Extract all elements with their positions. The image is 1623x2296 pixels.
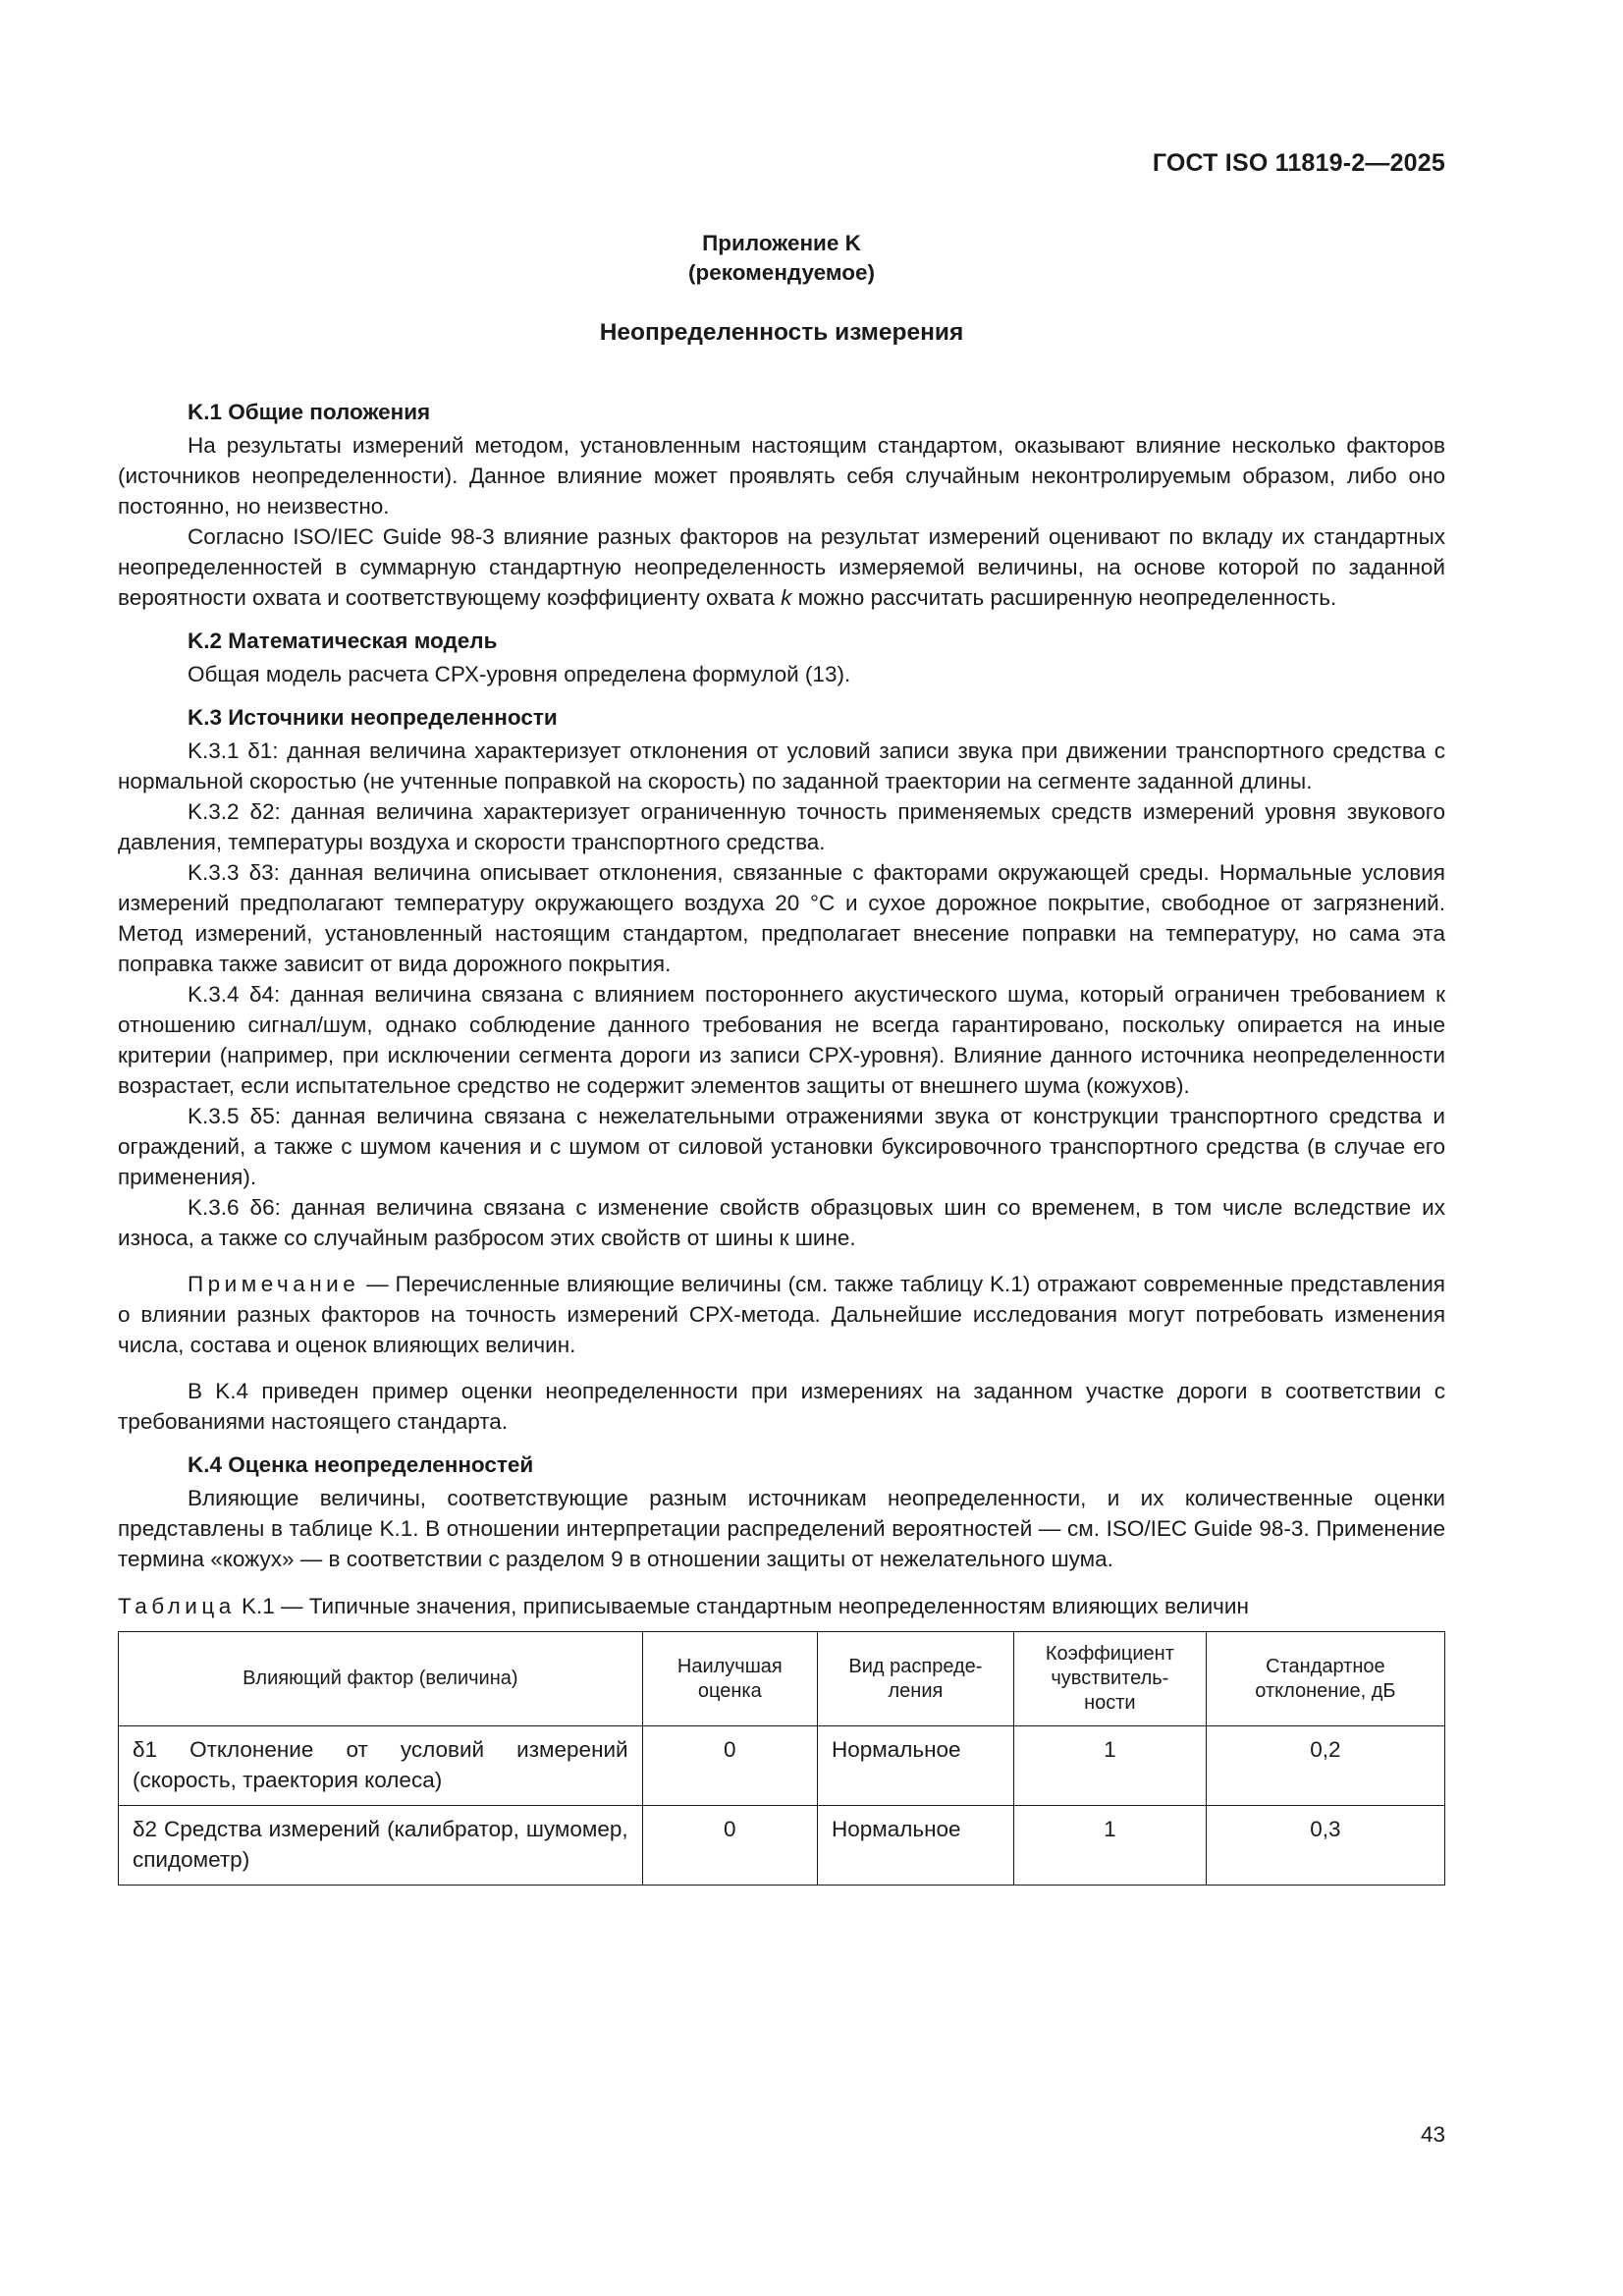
table-cell-std-deviation: 0,2	[1206, 1726, 1444, 1806]
paragraph-k1-1: На результаты измерений методом, установленным настоящим стандартом, оказывают влияние несколько факторов (источников неопределенности). Данное влияние может проявлять себя случайным неконтролируемым образом, либо оно постоянно, но неизвестно.	[118, 433, 1445, 519]
table-cell-std-deviation: 0,3	[1206, 1806, 1444, 1886]
list-item-k3-5: K.3.5 δ5: данная величина связана с нежелательными отражениями звука от конструкции транспортного средства и ограждений, а также с шумом качения и с шумом от силовой установки буксировочного транспортного средства (в случае его применения).	[118, 1104, 1445, 1189]
section-heading-k4: K.4 Оценка неопределенностей	[188, 1452, 534, 1477]
paragraph-text: можно рассчитать расширенную неопределенность.	[791, 585, 1337, 610]
note-paragraph	[118, 1269, 1445, 1360]
list-item-k3-6: K.3.6 δ6: данная величина связана с изменение свойств образцовых шин со временем, в том числе вследствие их износа, а также со случайным разбросом этих свойств от шины к шине.	[118, 1195, 1445, 1250]
column-header: Наилучшая оценка	[642, 1632, 817, 1726]
paragraph-text: Согласно ISO/IEC Guide 98-3 влияние разных факторов на результат измерений оценивают по вкладу их стандартных неопределенностей в суммарную стандартную неопределенность измеряемой величины, на основе которой по заданной вероятности охвата и соответствующему коэффициенту охвата	[118, 524, 1445, 610]
section-heading-k2: K.2 Математическая модель	[188, 629, 498, 653]
note-text: — Перечисленные влияющие величины (см. также таблицу K.1) отражают современные представления о влиянии разных факторов на точность измерений СРХ-метода. Дальнейшие исследования могут потребовать изменения числа, состава и оценок влияющих величин.	[118, 1272, 1445, 1357]
table-cell-factor: δ1 Отклонение от условий измерений (скорость, траектория колеса)	[119, 1726, 643, 1806]
document-body	[118, 397, 1445, 1886]
page-number: 43	[1420, 2122, 1445, 2147]
column-header: Вид распреде-ления	[817, 1632, 1013, 1726]
section-heading-k3: K.3 Источники неопределенности	[188, 705, 558, 730]
table-cell-best-estimate: 0	[642, 1806, 817, 1886]
note-label: Примечание	[188, 1272, 360, 1296]
table-cell-factor: δ2 Средства измерений (калибратор, шумомер, спидометр)	[119, 1806, 643, 1886]
table-cell-sensitivity: 1	[1013, 1806, 1206, 1886]
paragraph-k4-1: Влияющие величины, соответствующие разным источникам неопределенности, и их количественные оценки представлены в таблице K.1. В отношении интерпретации распределений вероятностей — см. ISO/IEC Guide 98-3. Применение термина «кожух» — в соответствии с разделом 9 в отношении защиты от нежелательного шума.	[118, 1486, 1445, 1571]
coverage-factor-symbol: k	[781, 585, 792, 610]
annex-status: (рекомендуемое)	[688, 260, 875, 285]
column-header: Коэффициент чувствитель-ности	[1013, 1632, 1206, 1726]
paragraph-k2-1: Общая модель расчета СРХ-уровня определена формулой (13).	[188, 662, 851, 686]
list-item-k3-3: K.3.3 δ3: данная величина описывает отклонения, связанные с факторами окружающей среды. Нормальные условия измерений предполагают температуру окружающего воздуха 20 °С и сухое дорожное покрытие, свободное от загрязнений. Метод измерений, установленный настоящим стандартом, предполагает внесение поправки на температуру, но сама эта поправка также зависит от вида дорожного покрытия.	[118, 860, 1445, 976]
table-header-row	[119, 1632, 1445, 1726]
table-caption-text: K.1 — Типичные значения, приписываемые стандартным неопределенностям влияющих величин	[235, 1594, 1249, 1618]
table-cell-distribution: Нормальное	[817, 1726, 1013, 1806]
paragraph-k1-2	[118, 521, 1445, 613]
table-cell-distribution: Нормальное	[817, 1806, 1013, 1886]
table-row	[119, 1806, 1445, 1886]
annex-header	[118, 229, 1445, 288]
table-cell-best-estimate: 0	[642, 1726, 817, 1806]
list-item-k3-4: K.3.4 δ4: данная величина связана с влиянием постороннего акустического шума, который ограничен требованием к отношению сигнал/шум, однако соблюдение данного требования не всегда гарантировано, поскольку опирается на иные критерии (например, при исключении сегмента дороги из записи СРХ-уровня). Влияние данного источника неопределенности возрастает, если испытательное средство не содержит элементов защиты от внешнего шума (кожухов).	[118, 982, 1445, 1098]
list-item-k3-2: K.3.2 δ2: данная величина характеризует ограниченную точность применяемых средств измерений уровня звукового давления, температуры воздуха и скорости транспортного средства.	[118, 799, 1445, 854]
table-row	[119, 1726, 1445, 1806]
uncertainty-table	[118, 1631, 1445, 1886]
table-cell-sensitivity: 1	[1013, 1726, 1206, 1806]
document-id: ГОСТ ISO 11819-2—2025	[1152, 149, 1445, 177]
paragraph-k3-after-note: В K.4 приведен пример оценки неопределенности при измерениях на заданном участке дороги в соответствии с требованиями настоящего стандарта.	[118, 1379, 1445, 1434]
column-header: Стандартное отклонение, дБ	[1206, 1632, 1444, 1726]
column-header: Влияющий фактор (величина)	[119, 1632, 643, 1726]
list-item-k3-1: K.3.1 δ1: данная величина характеризует отклонения от условий записи звука при движении транспортного средства с нормальной скоростью (не учтенные поправкой на скорость) по заданной траектории на сегменте заданной длины.	[118, 738, 1445, 793]
document-page	[118, 0, 1445, 2296]
table-caption-label: Таблица	[118, 1594, 236, 1618]
table-caption	[118, 1592, 1445, 1621]
annex-title: Неопределенность измерения	[599, 319, 964, 346]
section-heading-k1: K.1 Общие положения	[188, 400, 431, 424]
annex-label: Приложение K	[702, 231, 861, 255]
